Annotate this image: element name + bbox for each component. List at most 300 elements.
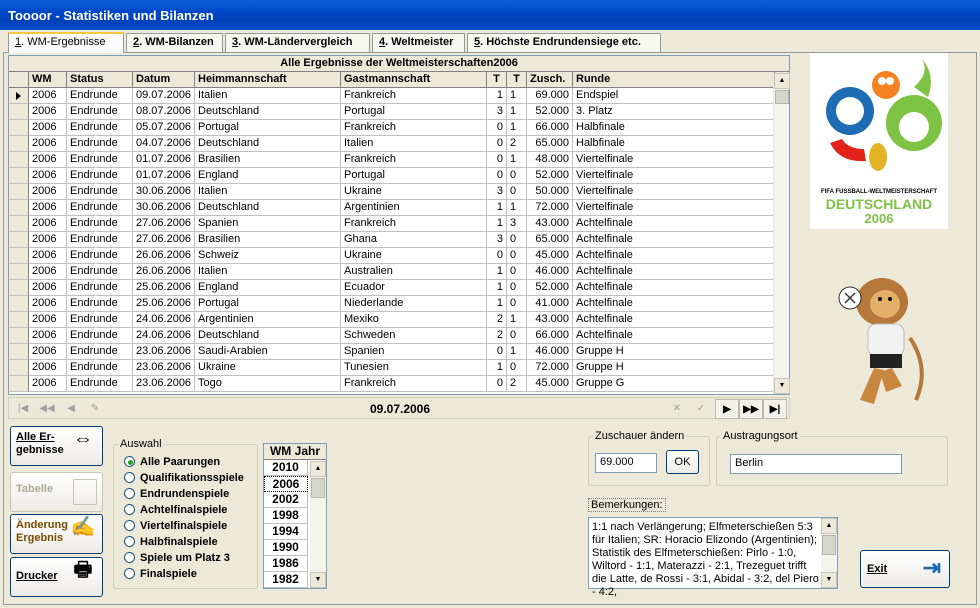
- row-indicator[interactable]: [9, 136, 29, 152]
- cell-tore-heim[interactable]: 2: [487, 312, 507, 328]
- scroll-thumb[interactable]: [775, 90, 789, 104]
- cell-zuschauer[interactable]: 72.000: [527, 360, 573, 376]
- post-edit-icon[interactable]: ✓: [696, 403, 706, 414]
- cell-tore-heim[interactable]: 1: [487, 264, 507, 280]
- radio-dot-icon[interactable]: [124, 520, 135, 531]
- table-row[interactable]: [9, 248, 789, 264]
- radio-option[interactable]: [124, 520, 227, 536]
- cell-wm[interactable]: 2006: [29, 136, 67, 152]
- cell-tore-gast[interactable]: 0: [507, 280, 527, 296]
- cell-status[interactable]: Endrunde: [67, 120, 133, 136]
- col-header-heimmannschaft[interactable]: Heimmannschaft: [195, 72, 341, 88]
- row-indicator[interactable]: [9, 200, 29, 216]
- bemerkungen-memo[interactable]: [588, 517, 838, 598]
- cell-gast[interactable]: Frankreich: [341, 88, 487, 104]
- cell-tore-gast[interactable]: 0: [507, 360, 527, 376]
- cell-datum[interactable]: 30.06.2006: [133, 184, 195, 200]
- cell-datum[interactable]: 25.06.2006: [133, 280, 195, 296]
- wm-jahr-item[interactable]: 2006: [264, 476, 308, 492]
- prior-record-icon[interactable]: ◀: [67, 403, 75, 414]
- row-indicator[interactable]: [9, 376, 29, 392]
- cell-runde[interactable]: Halbfinale: [573, 120, 775, 136]
- cell-runde[interactable]: 3. Platz: [573, 104, 775, 120]
- cell-wm[interactable]: 2006: [29, 264, 67, 280]
- cell-datum[interactable]: 26.06.2006: [133, 248, 195, 264]
- edit-record-icon[interactable]: ✎: [90, 403, 100, 414]
- aenderung-label-1: Änderung: [16, 519, 68, 531]
- austragungsort-legend: Austragungsort: [723, 430, 798, 442]
- bemerkungen-text: 1:1 nach Verlängerung; Elfmeterschießen 5:3 für Italien; SR: Horacio Elizondo (Argentinien); Statistik des Elfmeterschießen: Pirlo - 1:0, Wiltord - 1:1, Materazzi - 2:1, Trezeguet trifft die Latte, de Rossi - 3:1, Abidal - 3:2, del Piero - 4:2,: [592, 521, 819, 598]
- cell-tore-heim[interactable]: 0: [487, 152, 507, 168]
- wm-jahr-scroll-thumb[interactable]: [311, 478, 325, 498]
- cell-tore-heim[interactable]: 1: [487, 296, 507, 312]
- cell-heim[interactable]: Italien: [195, 264, 341, 280]
- cell-status[interactable]: Endrunde: [67, 168, 133, 184]
- cell-gast[interactable]: Italien: [341, 136, 487, 152]
- cell-status[interactable]: Endrunde: [67, 88, 133, 104]
- row-indicator[interactable]: [9, 264, 29, 280]
- cell-wm[interactable]: 2006: [29, 232, 67, 248]
- cell-wm[interactable]: 2006: [29, 328, 67, 344]
- col-header-datum[interactable]: Datum: [133, 72, 195, 88]
- memo-scroll-down-icon[interactable]: ▼: [821, 572, 837, 588]
- cell-runde[interactable]: Achtelfinale: [573, 264, 775, 280]
- cell-runde[interactable]: Viertelfinale: [573, 152, 775, 168]
- col-header-status[interactable]: Status: [67, 72, 133, 88]
- cell-tore-heim[interactable]: 1: [487, 200, 507, 216]
- exit-label: Exit: [867, 563, 888, 575]
- table-row[interactable]: [9, 376, 789, 392]
- cell-zuschauer[interactable]: 45.000: [527, 376, 573, 392]
- col-header-gastmannschaft[interactable]: Gastmannschaft: [341, 72, 487, 88]
- cell-tore-heim[interactable]: 3: [487, 232, 507, 248]
- zuschauer-input[interactable]: 69.000: [595, 453, 657, 473]
- row-indicator[interactable]: [9, 120, 29, 136]
- radio-option[interactable]: [124, 504, 227, 520]
- cell-tore-heim[interactable]: 0: [487, 344, 507, 360]
- scroll-down-icon[interactable]: ▼: [774, 378, 790, 394]
- radio-dot-icon[interactable]: [124, 504, 135, 515]
- table-row[interactable]: [9, 328, 789, 344]
- cell-datum[interactable]: 01.07.2006: [133, 168, 195, 184]
- table-row[interactable]: [9, 280, 789, 296]
- cell-tore-heim[interactable]: 1: [487, 360, 507, 376]
- cell-runde[interactable]: Achtelfinale: [573, 248, 775, 264]
- cell-runde[interactable]: Gruppe H: [573, 360, 775, 376]
- table-row[interactable]: [9, 264, 789, 280]
- row-indicator[interactable]: [9, 328, 29, 344]
- cell-runde[interactable]: Achtelfinale: [573, 328, 775, 344]
- wm-jahr-item[interactable]: 2010: [264, 460, 308, 476]
- wm-jahr-item[interactable]: 1986: [264, 556, 308, 572]
- edit-pen-icon: ✍: [70, 516, 96, 538]
- col-header-tore-heim[interactable]: T: [487, 72, 507, 88]
- cell-datum[interactable]: 25.06.2006: [133, 296, 195, 312]
- cell-tore-heim[interactable]: 3: [487, 104, 507, 120]
- cell-status[interactable]: Endrunde: [67, 152, 133, 168]
- cell-tore-gast[interactable]: 2: [507, 376, 527, 392]
- cell-heim[interactable]: Portugal: [195, 296, 341, 312]
- cell-wm[interactable]: 2006: [29, 296, 67, 312]
- cell-heim[interactable]: Brasilien: [195, 152, 341, 168]
- cell-status[interactable]: Endrunde: [67, 328, 133, 344]
- cell-datum[interactable]: 23.06.2006: [133, 344, 195, 360]
- cell-zuschauer[interactable]: 50.000: [527, 184, 573, 200]
- row-indicator[interactable]: [9, 296, 29, 312]
- cell-wm[interactable]: 2006: [29, 360, 67, 376]
- wm-jahr-item[interactable]: 1990: [264, 540, 308, 556]
- cell-wm[interactable]: 2006: [29, 312, 67, 328]
- cell-zuschauer[interactable]: 52.000: [527, 168, 573, 184]
- aenderung-ergebnis-button[interactable]: [10, 514, 103, 554]
- cell-runde[interactable]: Achtelfinale: [573, 296, 775, 312]
- results-grid[interactable]: [8, 55, 790, 395]
- row-indicator[interactable]: [9, 184, 29, 200]
- row-indicator[interactable]: [9, 232, 29, 248]
- cell-tore-heim[interactable]: 0: [487, 376, 507, 392]
- cell-datum[interactable]: 08.07.2006: [133, 104, 195, 120]
- cell-zuschauer[interactable]: 66.000: [527, 120, 573, 136]
- cell-heim[interactable]: Deutschland: [195, 328, 341, 344]
- cell-heim[interactable]: Saudi-Arabien: [195, 344, 341, 360]
- table-row[interactable]: [9, 232, 789, 248]
- cell-gast[interactable]: Mexiko: [341, 312, 487, 328]
- cell-wm[interactable]: 2006: [29, 152, 67, 168]
- cell-gast[interactable]: Portugal: [341, 168, 487, 184]
- cell-wm[interactable]: 2006: [29, 376, 67, 392]
- cell-tore-gast[interactable]: 1: [507, 152, 527, 168]
- cell-zuschauer[interactable]: 45.000: [527, 248, 573, 264]
- cell-zuschauer[interactable]: 52.000: [527, 104, 573, 120]
- radio-dot-icon[interactable]: [124, 536, 135, 547]
- grid-vertical-scrollbar[interactable]: [773, 73, 789, 394]
- cell-wm[interactable]: 2006: [29, 248, 67, 264]
- cell-datum[interactable]: 30.06.2006: [133, 200, 195, 216]
- row-indicator[interactable]: [9, 360, 29, 376]
- cell-tore-heim[interactable]: 1: [487, 216, 507, 232]
- cell-status[interactable]: Endrunde: [67, 232, 133, 248]
- cell-tore-gast[interactable]: 1: [507, 200, 527, 216]
- table-row[interactable]: [9, 88, 789, 104]
- tab-wm-ergebnisse[interactable]: 1. WM-Ergebnisse: [8, 32, 124, 53]
- cell-heim[interactable]: Italien: [195, 184, 341, 200]
- cell-zuschauer[interactable]: 65.000: [527, 136, 573, 152]
- wm-jahr-list[interactable]: [263, 443, 327, 589]
- cell-zuschauer[interactable]: 66.000: [527, 328, 573, 344]
- cell-gast[interactable]: Niederlande: [341, 296, 487, 312]
- tab-wm-bilanzen[interactable]: 2. WM-Bilanzen: [126, 33, 223, 52]
- drucker-button[interactable]: [10, 557, 103, 597]
- table-row[interactable]: [9, 136, 789, 152]
- tab-weltmeister[interactable]: 4. Weltmeister: [372, 33, 465, 52]
- exit-button[interactable]: [860, 550, 950, 588]
- row-indicator[interactable]: [9, 88, 29, 104]
- table-row[interactable]: [9, 200, 789, 216]
- table-row[interactable]: [9, 296, 789, 312]
- cell-heim[interactable]: England: [195, 168, 341, 184]
- cell-datum[interactable]: 05.07.2006: [133, 120, 195, 136]
- cell-status[interactable]: Endrunde: [67, 264, 133, 280]
- cell-status[interactable]: Endrunde: [67, 296, 133, 312]
- cell-tore-gast[interactable]: 0: [507, 184, 527, 200]
- cell-datum[interactable]: 23.06.2006: [133, 360, 195, 376]
- cell-heim[interactable]: Deutschland: [195, 200, 341, 216]
- wm-jahr-scrollbar[interactable]: [310, 461, 326, 588]
- cell-tore-heim[interactable]: 0: [487, 120, 507, 136]
- cell-tore-gast[interactable]: 0: [507, 296, 527, 312]
- cell-gast[interactable]: Ecuador: [341, 280, 487, 296]
- last-record-icon[interactable]: ▶|: [763, 399, 787, 419]
- cell-tore-heim[interactable]: 0: [487, 136, 507, 152]
- cell-wm[interactable]: 2006: [29, 184, 67, 200]
- cell-status[interactable]: Endrunde: [67, 184, 133, 200]
- table-row[interactable]: [9, 360, 789, 376]
- cell-datum[interactable]: 26.06.2006: [133, 264, 195, 280]
- radio-dot-icon[interactable]: [124, 456, 135, 467]
- row-indicator[interactable]: [9, 312, 29, 328]
- radio-option-label: Qualifikationsspiele: [140, 472, 244, 484]
- radio-option[interactable]: [124, 456, 220, 472]
- ok-button[interactable]: OK: [666, 450, 699, 474]
- cell-tore-gast[interactable]: 3: [507, 216, 527, 232]
- alle-ergebnisse-button[interactable]: [10, 426, 103, 466]
- cell-tore-gast[interactable]: 1: [507, 120, 527, 136]
- next-record-icon[interactable]: ▶: [715, 399, 739, 419]
- cell-status[interactable]: Endrunde: [67, 280, 133, 296]
- cell-tore-gast[interactable]: 0: [507, 264, 527, 280]
- cell-status[interactable]: Endrunde: [67, 104, 133, 120]
- wm-jahr-item[interactable]: 1994: [264, 524, 308, 540]
- cell-status[interactable]: Endrunde: [67, 200, 133, 216]
- cell-wm[interactable]: 2006: [29, 344, 67, 360]
- tab-wm-laendervergleich[interactable]: 3. WM-Ländervergleich: [225, 33, 370, 52]
- wm-jahr-item[interactable]: 1982: [264, 572, 308, 588]
- cell-datum[interactable]: 27.06.2006: [133, 216, 195, 232]
- cell-wm[interactable]: 2006: [29, 280, 67, 296]
- cell-heim[interactable]: Brasilien: [195, 232, 341, 248]
- cell-status[interactable]: Endrunde: [67, 360, 133, 376]
- radio-dot-icon[interactable]: [124, 568, 135, 579]
- cell-runde[interactable]: Gruppe H: [573, 344, 775, 360]
- cell-runde[interactable]: Achtelfinale: [573, 312, 775, 328]
- cell-zuschauer[interactable]: 43.000: [527, 312, 573, 328]
- cell-runde[interactable]: Viertelfinale: [573, 168, 775, 184]
- cell-heim[interactable]: Italien: [195, 88, 341, 104]
- table-icon: [73, 479, 97, 505]
- drucker-label: Drucker: [16, 570, 58, 582]
- wm-jahr-scroll-down-icon[interactable]: ▼: [310, 572, 326, 588]
- radio-dot-icon[interactable]: [124, 552, 135, 563]
- goleo-mascot-icon: [830, 268, 940, 413]
- col-header-runde[interactable]: Runde: [573, 72, 775, 88]
- table-row[interactable]: [9, 104, 789, 120]
- cell-zuschauer[interactable]: 43.000: [527, 216, 573, 232]
- table-row[interactable]: [9, 152, 789, 168]
- cell-datum[interactable]: 27.06.2006: [133, 232, 195, 248]
- grid-caption: Alle Ergebnisse der Weltmeisterschaften2006: [9, 56, 789, 72]
- prior-page-icon[interactable]: ◀◀: [39, 403, 55, 414]
- cell-runde[interactable]: Achtelfinale: [573, 280, 775, 296]
- cell-zuschauer[interactable]: 48.000: [527, 152, 573, 168]
- memo-scroll-up-icon[interactable]: ▲: [821, 518, 837, 534]
- cell-heim[interactable]: Ukraine: [195, 360, 341, 376]
- cell-runde[interactable]: Gruppe G: [573, 376, 775, 392]
- cell-zuschauer[interactable]: 46.000: [527, 344, 573, 360]
- cell-gast[interactable]: Frankreich: [341, 120, 487, 136]
- radio-dot-icon[interactable]: [124, 488, 135, 499]
- cell-wm[interactable]: 2006: [29, 200, 67, 216]
- first-record-icon[interactable]: |◀: [17, 403, 29, 414]
- cell-tore-gast[interactable]: 1: [507, 312, 527, 328]
- cell-datum[interactable]: 04.07.2006: [133, 136, 195, 152]
- cell-tore-heim[interactable]: 2: [487, 328, 507, 344]
- row-indicator[interactable]: [9, 168, 29, 184]
- cell-heim[interactable]: Togo: [195, 376, 341, 392]
- wm-jahr-item[interactable]: 2002: [264, 492, 308, 508]
- cell-zuschauer[interactable]: 41.000: [527, 296, 573, 312]
- row-indicator-header: [9, 72, 29, 88]
- cell-heim[interactable]: Portugal: [195, 120, 341, 136]
- radio-option[interactable]: [124, 568, 197, 584]
- tabelle-label: Tabelle: [16, 483, 54, 495]
- cell-datum[interactable]: 24.06.2006: [133, 312, 195, 328]
- cell-gast[interactable]: Tunesien: [341, 360, 487, 376]
- cell-status[interactable]: Endrunde: [67, 312, 133, 328]
- cell-datum[interactable]: 23.06.2006: [133, 376, 195, 392]
- cell-status[interactable]: Endrunde: [67, 376, 133, 392]
- table-row[interactable]: [9, 216, 789, 232]
- cell-runde[interactable]: Viertelfinale: [573, 200, 775, 216]
- cell-status[interactable]: Endrunde: [67, 216, 133, 232]
- cell-zuschauer[interactable]: 69.000: [527, 88, 573, 104]
- cell-tore-gast[interactable]: 1: [507, 104, 527, 120]
- cell-datum[interactable]: 01.07.2006: [133, 152, 195, 168]
- row-indicator[interactable]: [9, 104, 29, 120]
- cell-gast[interactable]: Frankreich: [341, 216, 487, 232]
- alle-ergebnisse-label-1: Alle Er-: [16, 431, 55, 443]
- zuschauer-legend: Zuschauer ändern: [595, 430, 685, 442]
- radio-option-label: Achtelfinalspiele: [140, 504, 228, 516]
- cell-gast[interactable]: Portugal: [341, 104, 487, 120]
- cell-wm[interactable]: 2006: [29, 104, 67, 120]
- cell-zuschauer[interactable]: 52.000: [527, 280, 573, 296]
- tab-hoechste-endrundensiege[interactable]: 5. Höchste Endrundensiege etc.: [467, 33, 661, 52]
- table-row[interactable]: [9, 344, 789, 360]
- cell-tore-gast[interactable]: 2: [507, 136, 527, 152]
- cell-gast[interactable]: Australien: [341, 264, 487, 280]
- cell-datum[interactable]: 24.06.2006: [133, 328, 195, 344]
- exit-door-icon: ⇥: [922, 555, 941, 580]
- cell-gast[interactable]: Frankreich: [341, 376, 487, 392]
- cell-gast[interactable]: Spanien: [341, 344, 487, 360]
- cell-zuschauer[interactable]: 46.000: [527, 264, 573, 280]
- logo-text-deutschland: DEUTSCHLAND: [825, 196, 933, 212]
- table-row[interactable]: [9, 120, 789, 136]
- radio-option[interactable]: [124, 552, 230, 568]
- memo-scroll-thumb[interactable]: [822, 535, 836, 555]
- cell-wm[interactable]: 2006: [29, 88, 67, 104]
- auswahl-legend: Auswahl: [120, 438, 162, 450]
- row-indicator[interactable]: [9, 216, 29, 232]
- cell-tore-gast[interactable]: 0: [507, 168, 527, 184]
- radio-option[interactable]: [124, 536, 218, 552]
- cell-gast[interactable]: Frankreich: [341, 152, 487, 168]
- cell-heim[interactable]: Argentinien: [195, 312, 341, 328]
- table-row[interactable]: [9, 184, 789, 200]
- col-header-tore-gast[interactable]: T: [507, 72, 527, 88]
- cell-status[interactable]: Endrunde: [67, 248, 133, 264]
- row-indicator[interactable]: [9, 152, 29, 168]
- cell-gast[interactable]: Ukraine: [341, 184, 487, 200]
- cell-tore-gast[interactable]: 0: [507, 328, 527, 344]
- memo-scrollbar[interactable]: [821, 518, 837, 588]
- cell-tore-heim[interactable]: 1: [487, 88, 507, 104]
- cell-wm[interactable]: 2006: [29, 216, 67, 232]
- cell-heim[interactable]: England: [195, 280, 341, 296]
- scroll-up-icon[interactable]: ▲: [774, 73, 790, 89]
- cell-gast[interactable]: Schweden: [341, 328, 487, 344]
- wm-jahr-scroll-up-icon[interactable]: ▲: [310, 461, 326, 477]
- radio-dot-icon[interactable]: [124, 472, 135, 483]
- col-header-wm[interactable]: WM: [29, 72, 67, 88]
- cell-tore-heim[interactable]: 0: [487, 168, 507, 184]
- cell-runde[interactable]: Viertelfinale: [573, 184, 775, 200]
- current-record-date: 09.07.2006: [369, 402, 431, 416]
- cell-tore-heim[interactable]: 1: [487, 280, 507, 296]
- cell-tore-gast[interactable]: 1: [507, 344, 527, 360]
- title-bar: [0, 0, 980, 30]
- cell-tore-gast[interactable]: 1: [507, 88, 527, 104]
- cell-zuschauer[interactable]: 72.000: [527, 200, 573, 216]
- cell-zuschauer[interactable]: 65.000: [527, 232, 573, 248]
- cell-runde[interactable]: Halbfinale: [573, 136, 775, 152]
- cell-heim[interactable]: Schweiz: [195, 248, 341, 264]
- table-row[interactable]: [9, 168, 789, 184]
- cell-status[interactable]: Endrunde: [67, 344, 133, 360]
- cell-status[interactable]: Endrunde: [67, 136, 133, 152]
- cell-runde[interactable]: Endspiel: [573, 88, 775, 104]
- cell-wm[interactable]: 2006: [29, 168, 67, 184]
- cell-wm[interactable]: 2006: [29, 120, 67, 136]
- cell-heim[interactable]: Deutschland: [195, 104, 341, 120]
- cell-heim[interactable]: Spanien: [195, 216, 341, 232]
- austragungsort-input[interactable]: Berlin: [730, 454, 902, 474]
- table-row[interactable]: [9, 312, 789, 328]
- cell-datum[interactable]: 09.07.2006: [133, 88, 195, 104]
- col-header-zuschauer[interactable]: Zusch.: [527, 72, 573, 88]
- radio-option[interactable]: [124, 488, 229, 504]
- cell-runde[interactable]: Achtelfinale: [573, 232, 775, 248]
- cell-tore-heim[interactable]: 0: [487, 248, 507, 264]
- cell-tore-heim[interactable]: 3: [487, 184, 507, 200]
- cell-tore-gast[interactable]: 0: [507, 232, 527, 248]
- next-page-icon[interactable]: ▶▶: [739, 399, 763, 419]
- cancel-edit-icon[interactable]: ✕: [672, 403, 682, 414]
- cell-gast[interactable]: Ukraine: [341, 248, 487, 264]
- row-indicator[interactable]: [9, 280, 29, 296]
- cell-runde[interactable]: Achtelfinale: [573, 216, 775, 232]
- tabelle-button[interactable]: [10, 472, 103, 512]
- radio-option[interactable]: [124, 472, 244, 488]
- radio-option-label: Viertelfinalspiele: [140, 520, 228, 532]
- row-indicator[interactable]: [9, 248, 29, 264]
- cell-gast[interactable]: Ghana: [341, 232, 487, 248]
- cell-gast[interactable]: Argentinien: [341, 200, 487, 216]
- cell-tore-gast[interactable]: 0: [507, 248, 527, 264]
- row-indicator[interactable]: [9, 344, 29, 360]
- cell-heim[interactable]: Deutschland: [195, 136, 341, 152]
- wm-jahr-item[interactable]: 1998: [264, 508, 308, 524]
